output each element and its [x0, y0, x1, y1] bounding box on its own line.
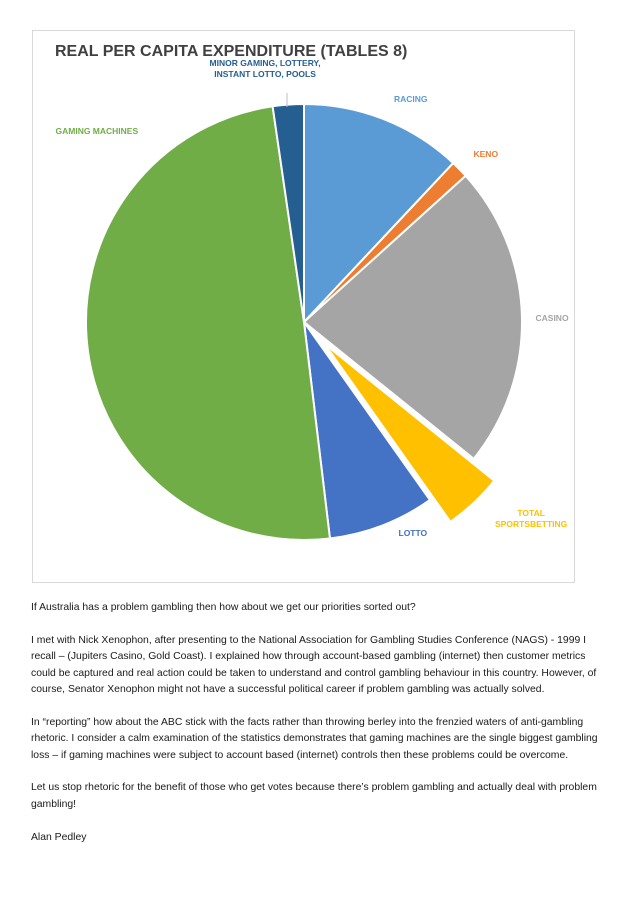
slice-label-minor-gaming-lottery: MINOR GAMING, LOTTERY, INSTANT LOTTO, POOLS — [209, 58, 321, 79]
paragraph-3: In “reporting” how about the ABC stick with the facts rather than throwing berley into the frenzied waters of anti-gambling rhetoric. I consider a calm examination of the statistics demonstrates that gaming machines are the single biggest gambling loss – if gaming machines were subject to account based (internet) controls then these problems could be overcome. — [31, 716, 598, 761]
paragraph-1: If Australia has a problem gambling then how about we get our priorities sorted out? — [31, 602, 416, 613]
article-body — [31, 600, 611, 862]
slice-label-total: TOTAL SPORTSBETTING — [495, 508, 568, 529]
chart-frame — [32, 30, 575, 583]
paragraph-2: I met with Nick Xenophon, after presenting to the National Association for Gambling Studies Conference (NAGS) - 1999 I recall – (Jupiters Casino, Gold Coast). I explained how through account-based gambling (internet) then customer metrics could be captured and real action could be taken to understand and control gambling behaviour in this country. However, of course, Senator Xenophon might not have a successful political career if problem gambling was actually solved. — [31, 634, 597, 696]
slice-label-gaming-machines: GAMING MACHINES — [55, 125, 139, 136]
pie-chart — [33, 31, 576, 584]
slice-label-keno: KENO — [473, 148, 499, 159]
paragraph-4: Let us stop rhetoric for the benefit of those who get votes because there’s problem gambling and actually deal with problem gambling! — [31, 782, 597, 810]
chart-title: REAL PER CAPITA EXPENDITURE (TABLES 8) — [55, 43, 408, 60]
slice-label-lotto: LOTTO — [398, 527, 428, 538]
slice-label-racing: RACING — [394, 93, 428, 104]
slice-label-casino: CASINO — [535, 312, 569, 323]
author-signature: Alan Pedley — [31, 831, 87, 843]
